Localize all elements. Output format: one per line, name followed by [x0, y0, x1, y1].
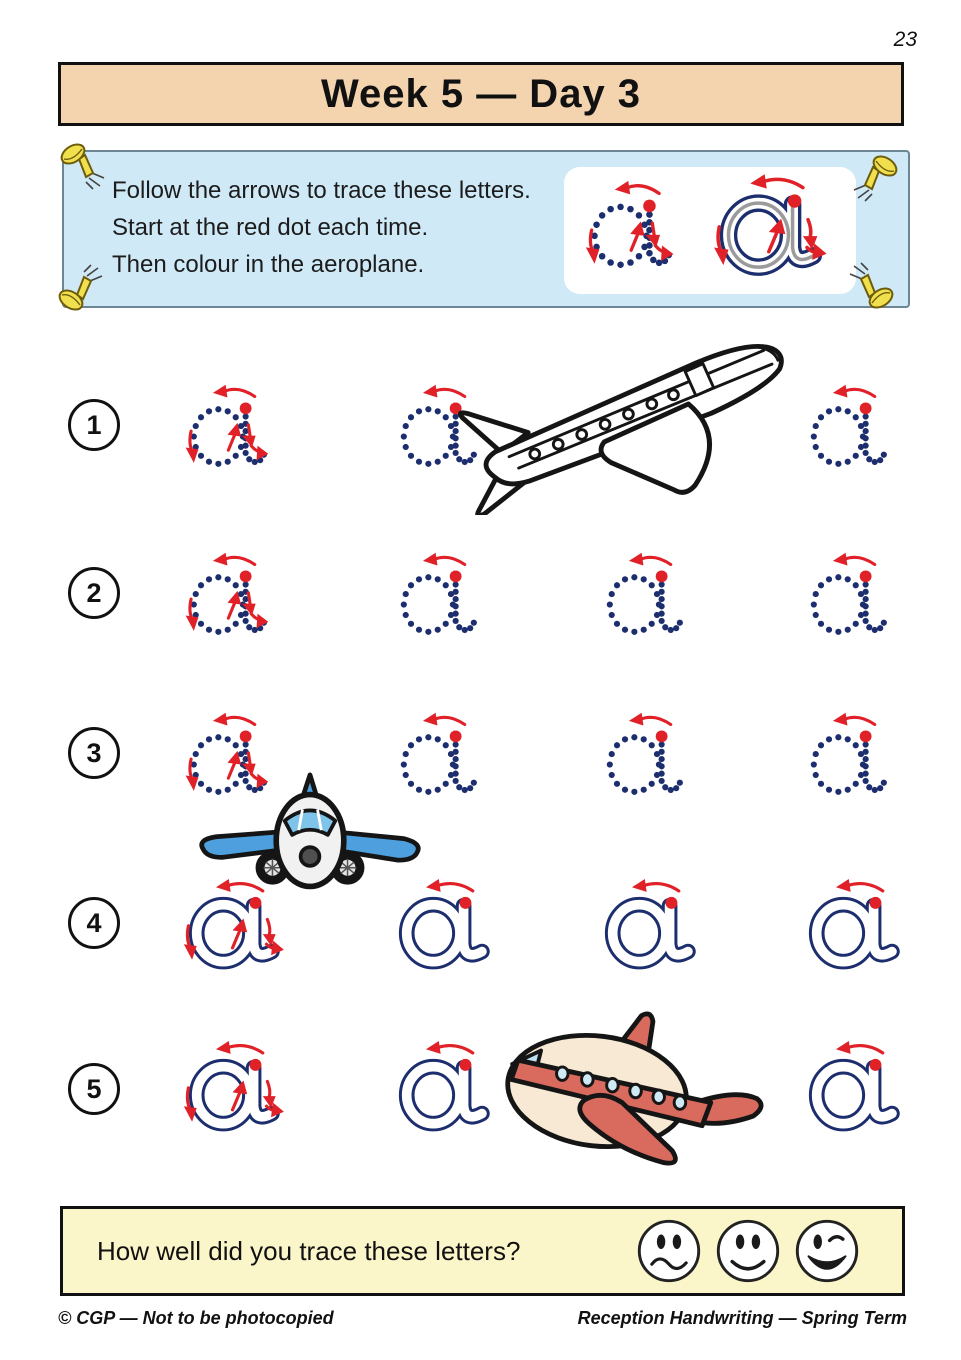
trace-letter-a-guided	[182, 1040, 294, 1143]
rating-faces	[636, 1218, 860, 1284]
aeroplane-blue-image	[196, 772, 424, 894]
example-box	[564, 167, 856, 294]
trace-letter-a	[802, 878, 914, 981]
unsure-face-icon	[636, 1218, 702, 1284]
smile-face-icon	[715, 1218, 781, 1284]
page-title: Week 5 — Day 3	[320, 71, 642, 116]
trace-letter-a	[802, 550, 902, 650]
trace-letter-a	[598, 550, 698, 650]
row-number-badge: 3	[68, 727, 120, 779]
trace-letter-a	[392, 550, 492, 650]
instruction-banner	[62, 150, 910, 308]
wink-face-icon	[794, 1218, 860, 1284]
instruction-line: Then colour in the aeroplane.	[112, 251, 425, 278]
instruction-text	[112, 172, 531, 283]
row-number-badge: 2	[68, 567, 120, 619]
trace-letter-a	[802, 1040, 914, 1143]
page-number: 23	[893, 28, 917, 51]
pin-icon	[848, 262, 896, 310]
page-footer	[58, 1308, 907, 1329]
trace-letter-a	[802, 382, 902, 482]
review-question: How well did you trace these letters?	[97, 1235, 521, 1266]
row-number-badge: 4	[68, 897, 120, 949]
trace-letter-a	[598, 710, 698, 810]
aeroplane-red-image	[478, 1010, 770, 1172]
pin-icon	[56, 264, 104, 312]
aeroplane-outline-image	[455, 330, 807, 515]
title-banner	[58, 62, 904, 126]
trace-letter-a-guided	[182, 550, 282, 650]
trace-letter-a-guided	[182, 382, 282, 482]
footer-book-title: Reception Handwriting — Spring Term	[577, 1308, 907, 1328]
pin-icon	[58, 142, 106, 190]
trace-letter-a	[802, 710, 902, 810]
example-letter-a-dotted	[582, 178, 688, 284]
row-number-badge: 5	[68, 1063, 120, 1115]
review-banner	[60, 1206, 905, 1296]
instruction-line: Follow the arrows to trace these letters.	[112, 177, 531, 204]
trace-letter-a	[598, 878, 710, 981]
example-letter-a-outline	[712, 173, 838, 289]
pin-icon	[852, 154, 900, 202]
instruction-line: Start at the red dot each time.	[112, 214, 429, 241]
footer-copyright: © CGP — Not to be photocopied	[58, 1308, 334, 1328]
row-number-badge: 1	[68, 399, 120, 451]
